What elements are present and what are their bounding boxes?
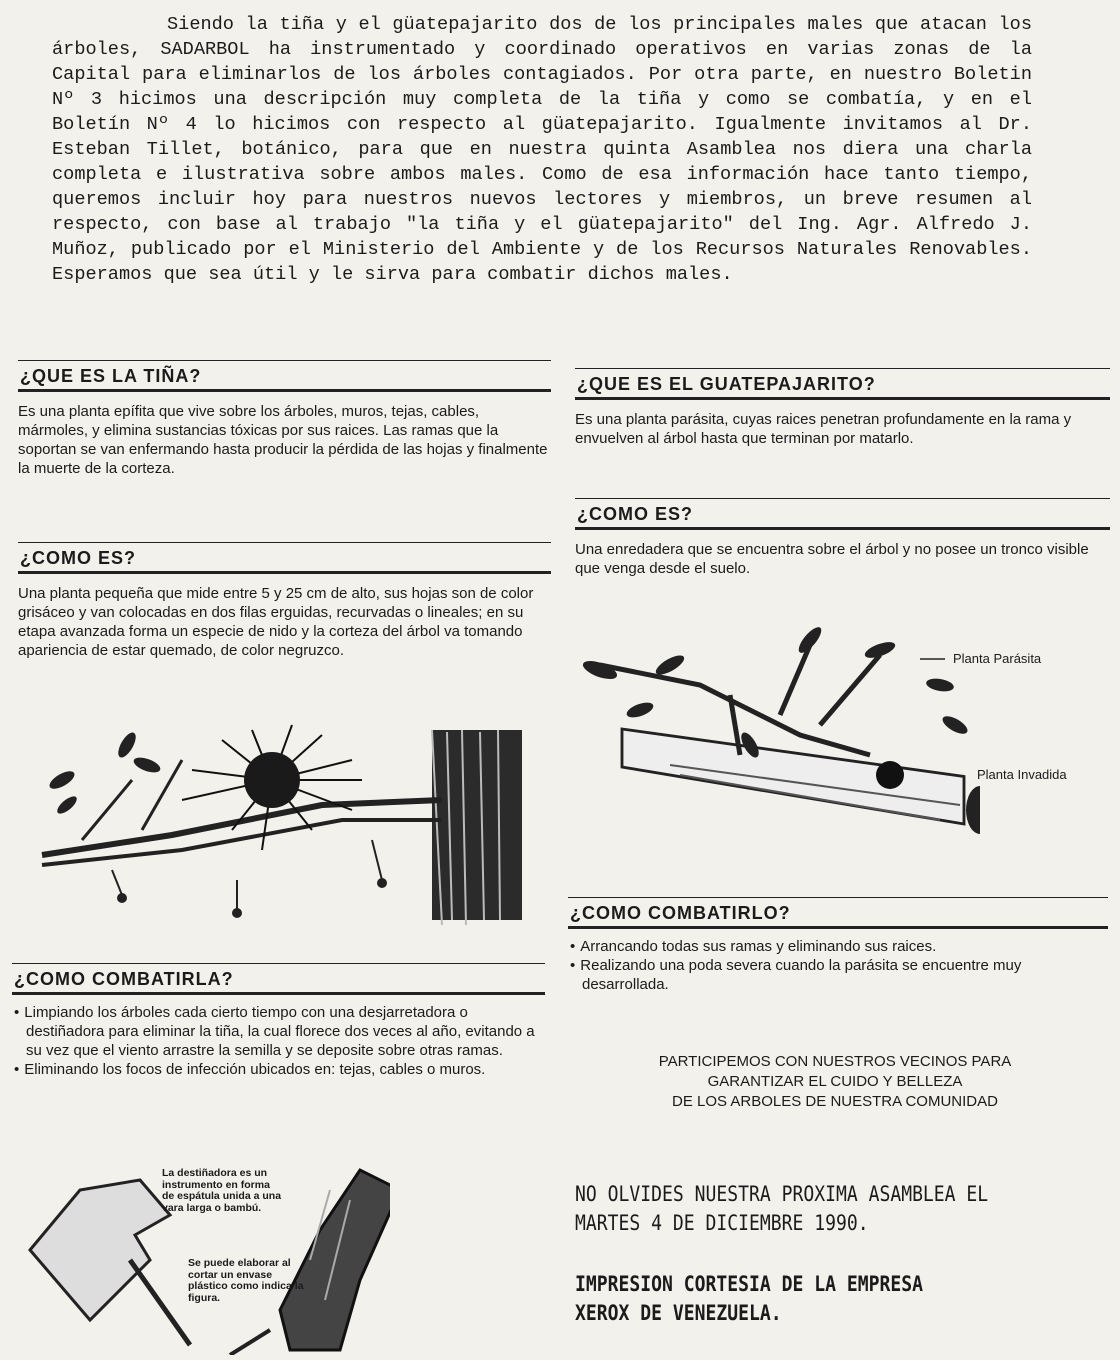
combatirlo-list	[568, 937, 1108, 994]
section-como-es-guatepajarito	[575, 498, 1110, 578]
list-item: • Realizando una poda severa cuando la parásita se encuentre muy desarrollada.	[568, 956, 1108, 994]
impresion-line: XEROX DE VENEZUELA.	[575, 1301, 782, 1325]
closing-line: PARTICIPEMOS CON NUESTROS VECINOS PARA	[658, 1053, 1012, 1070]
section-combatirla	[12, 963, 545, 1079]
heading-que-es-guatepajarito: ¿QUE ES EL GUATEPAJARITO?	[575, 368, 1110, 400]
asamblea-line: MARTES 4 DE DICIEMBRE 1990.	[575, 1211, 869, 1235]
asamblea-line: NO OLVIDES NUESTRA PROXIMA ASAMBLEA EL	[575, 1182, 989, 1206]
tina-illustration	[22, 720, 527, 925]
note-envase: Se puede elaborar al cortar un envase plástico como indica la figura.	[188, 1257, 304, 1304]
text-como-es-tina: Una planta pequeña que mide entre 5 y 25 cm de alto, sus hojas son de color grisáceo y van colocadas en dos filas erguidas, recurvadas o lineales; en su etapa avanzada forma un especie de nido y la corteza del árbol va tomando apariencia de estar quemado, de color negruzco.	[18, 585, 534, 659]
heading-que-es-tina: ¿QUE ES LA TIÑA?	[18, 360, 551, 392]
list-item: • Eliminando los focos de infección ubicados en: tejas, cables o muros.	[12, 1060, 545, 1079]
text-que-es-guatepajarito: Es una planta parásita, cuyas raices penetran profundamente en la rama y envuelven al árbol hasta que terminan por matarlo.	[575, 411, 1072, 447]
text-que-es-tina: Es una planta epífita que vive sobre los árboles, muros, tejas, cables, mármoles, y elimina sustancias tóxicas por sus raices. Las ramas que la soportan se van enfermando hasta producir la pérdida de las hojas y finalmente la muerte de la corteza.	[18, 403, 548, 477]
intro-paragraph: Siendo la tiña y el güatepajarito dos de los principales males que atacan los árboles, SADARBOL ha instrumentado y coordinado operativos en varias zonas de la Capital para eliminarlos de los árboles contagiados. Por otra parte, en nuestro Boletin Nº 3 hicimos una descripción muy completa de la tiña y como se combatía, y en el Boletín Nº 4 lo hicimos con respecto al güatepajarito. Igualmente invitamos al Dr. Esteban Tillet, botánico, para que en nuestra quinta Asamblea nos diera una charla completa e ilustrativa sobre ambos males. Como de esa información hace tanto tiempo, queremos incluir hoy para nuestros nuevos lectores y miembros, un breve resumen al respecto, con base al trabajo "la tiña y el güatepajarito" del Ing. Agr. Alfredo J. Muñoz, publicado por el Ministerio del Ambiente y de los Recursos Naturales Renovables. Esperamos que sea útil y le sirva para combatir dichos males.	[52, 14, 1032, 285]
section-que-es-tina	[18, 360, 551, 478]
heading-como-es-guatepajarito: ¿COMO ES?	[575, 498, 1110, 530]
asamblea-notice	[575, 1180, 988, 1238]
combatirla-list	[12, 1003, 545, 1079]
heading-combatirlo: ¿COMO COMBATIRLO?	[568, 897, 1108, 929]
label-planta-invadida: Planta Invadida	[977, 767, 1067, 782]
label-planta-parasita: Planta Parásita	[953, 651, 1042, 666]
section-combatirlo	[568, 897, 1108, 994]
closing-message	[575, 1052, 1095, 1112]
guatepajarito-illustration	[580, 625, 980, 850]
list-item: • Arrancando todas sus ramas y eliminando sus raices.	[568, 937, 1108, 956]
closing-line: GARANTIZAR EL CUIDO Y BELLEZA	[707, 1073, 963, 1090]
closing-line: DE LOS ARBOLES DE NUESTRA COMUNIDAD	[672, 1093, 998, 1110]
section-como-es-tina	[18, 542, 551, 660]
impresion-credit	[575, 1270, 923, 1328]
impresion-line: IMPRESION CORTESIA DE LA EMPRESA	[575, 1272, 923, 1296]
text-como-es-guatepajarito: Una enredadera que se encuentra sobre el árbol y no posee un tronco visible que venga desde el suelo.	[575, 541, 1089, 577]
section-que-es-guatepajarito	[575, 368, 1110, 448]
heading-como-es-tina: ¿COMO ES?	[18, 542, 551, 574]
note-destinadora: La destiñadora es un instrumento en forma de espátula unida a una vara larga o bambú.	[162, 1167, 282, 1214]
list-item: • Limpiando los árboles cada cierto tiempo con una desjarretadora o destiñadora para eliminar la tiña, la cual florece dos veces al año, evitando a su vez que el viento arrastre la semilla y se deposite sobre otras ramas.	[12, 1003, 545, 1060]
heading-combatirla: ¿COMO COMBATIRLA?	[12, 963, 545, 995]
